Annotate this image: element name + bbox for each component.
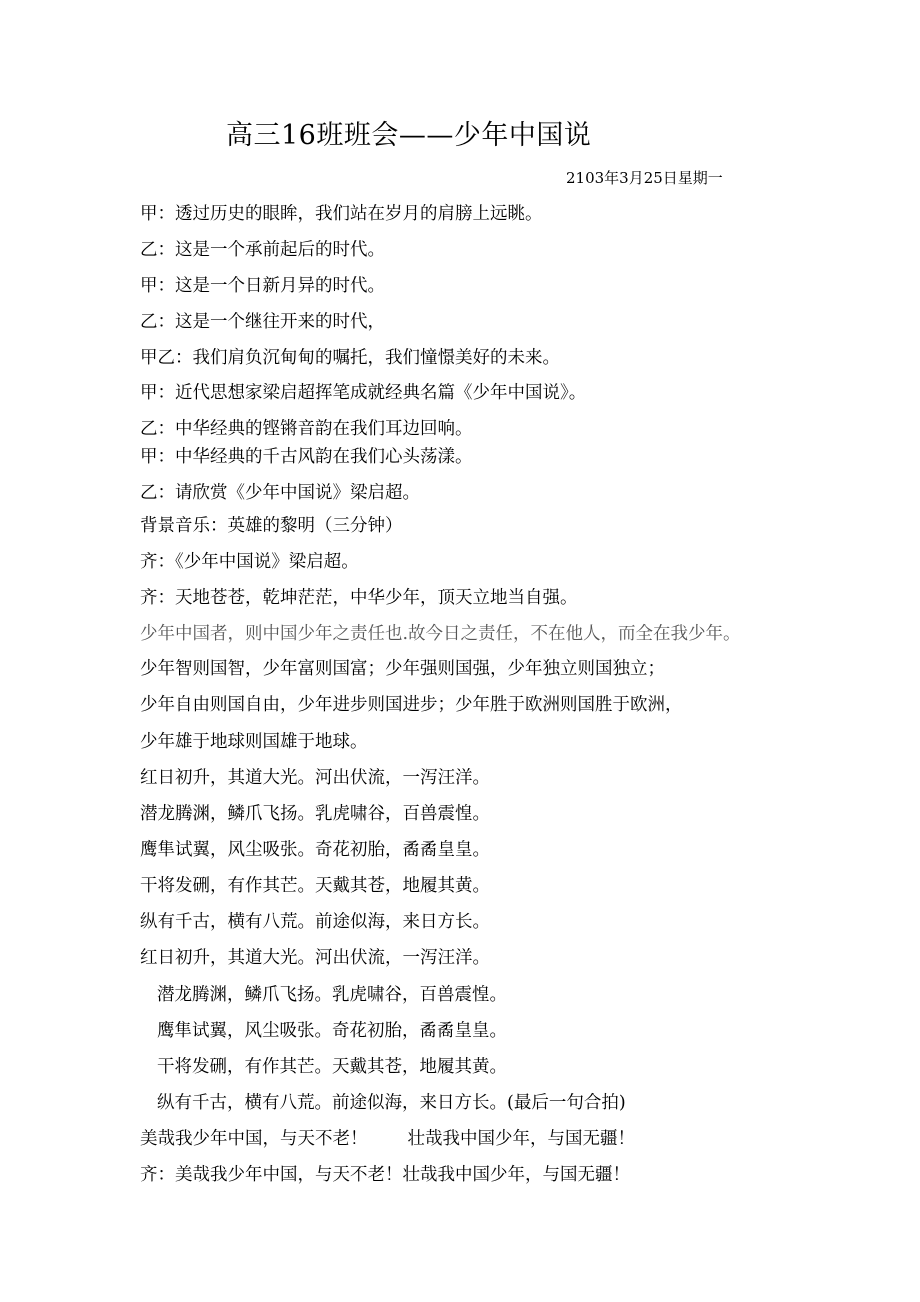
script-line: 潜龙腾渊，鳞爪飞扬。乳虎啸谷，百兽震惶。 (157, 985, 507, 1005)
script-line: 干将发硎，有作其芒。天戴其苍，地履其黄。 (157, 1057, 507, 1077)
script-line: 纵有千古，横有八荒。前途似海，来日方长。 (140, 912, 490, 932)
script-line: 潜龙腾渊，鳞爪飞扬。乳虎啸谷，百兽震惶。 (140, 804, 490, 824)
script-line-part-2: 壮哉我中国少年，与国无疆！ (407, 1129, 635, 1149)
script-line: 纵有千古，横有八荒。前途似海，来日方长。(最后一句合拍) (157, 1093, 626, 1113)
script-line: 红日初升，其道大光。河出伏流，一泻汪洋。 (140, 768, 490, 788)
script-line: 甲：这是一个日新月异的时代。 (140, 276, 385, 296)
script-line: 乙：请欣赏《少年中国说》梁启超。 (140, 483, 420, 503)
document-date: 2103年3月25日星期一 (566, 169, 723, 187)
script-line: 甲：透过历史的眼眸，我们站在岁月的肩膀上远眺。 (140, 204, 543, 224)
script-line: 少年智则国智，少年富则国富；少年强则国强，少年独立则国独立； (140, 659, 665, 679)
script-line: 甲：近代思想家梁启超挥笔成就经典名篇《少年中国说》。 (140, 383, 587, 403)
script-line: 甲乙：我们肩负沉甸甸的嘱托，我们憧憬美好的未来。 (140, 348, 560, 368)
script-line: 少年自由则国自由，少年进步则国进步；少年胜于欧洲则国胜于欧洲， (140, 695, 683, 715)
script-line: 乙：中华经典的铿锵音韵在我们耳边回响。 (140, 419, 473, 439)
script-line: 红日初升，其道大光。河出伏流，一泻汪洋。 (140, 948, 490, 968)
script-line: 鹰隼试翼，风尘吸张。奇花初胎，矞矞皇皇。 (140, 840, 490, 860)
script-line-part-1: 美哉我少年中国，与天不老！ (140, 1129, 368, 1149)
script-line: 少年中国者，则中国少年之责任也.故今日之责任，不在他人，而全在我少年。 (140, 624, 741, 644)
script-line-pair (140, 1127, 635, 1151)
script-line: 背景音乐：英雄的黎明（三分钟） (140, 516, 403, 536)
script-line: 鹰隼试翼，风尘吸张。奇花初胎，矞矞皇皇。 (157, 1021, 507, 1041)
script-line: 干将发硎，有作其芒。天戴其苍，地履其黄。 (140, 876, 490, 896)
script-line: 甲：中华经典的千古风韵在我们心头荡漾。 (140, 447, 473, 467)
script-line: 乙：这是一个继往开来的时代， (140, 312, 385, 332)
script-line: 乙：这是一个承前起后的时代。 (140, 240, 385, 260)
script-line: 齐：美哉我少年中国，与天不老！壮哉我中国少年，与国无疆！ (140, 1165, 630, 1185)
script-line: 齐：天地苍苍，乾坤茫茫，中华少年，顶天立地当自强。 (140, 588, 578, 608)
document-title: 高三16班班会——少年中国说 (226, 120, 592, 151)
script-line: 齐：《少年中国说》梁启超。 (140, 552, 359, 572)
script-line: 少年雄于地球则国雄于地球。 (140, 732, 368, 752)
